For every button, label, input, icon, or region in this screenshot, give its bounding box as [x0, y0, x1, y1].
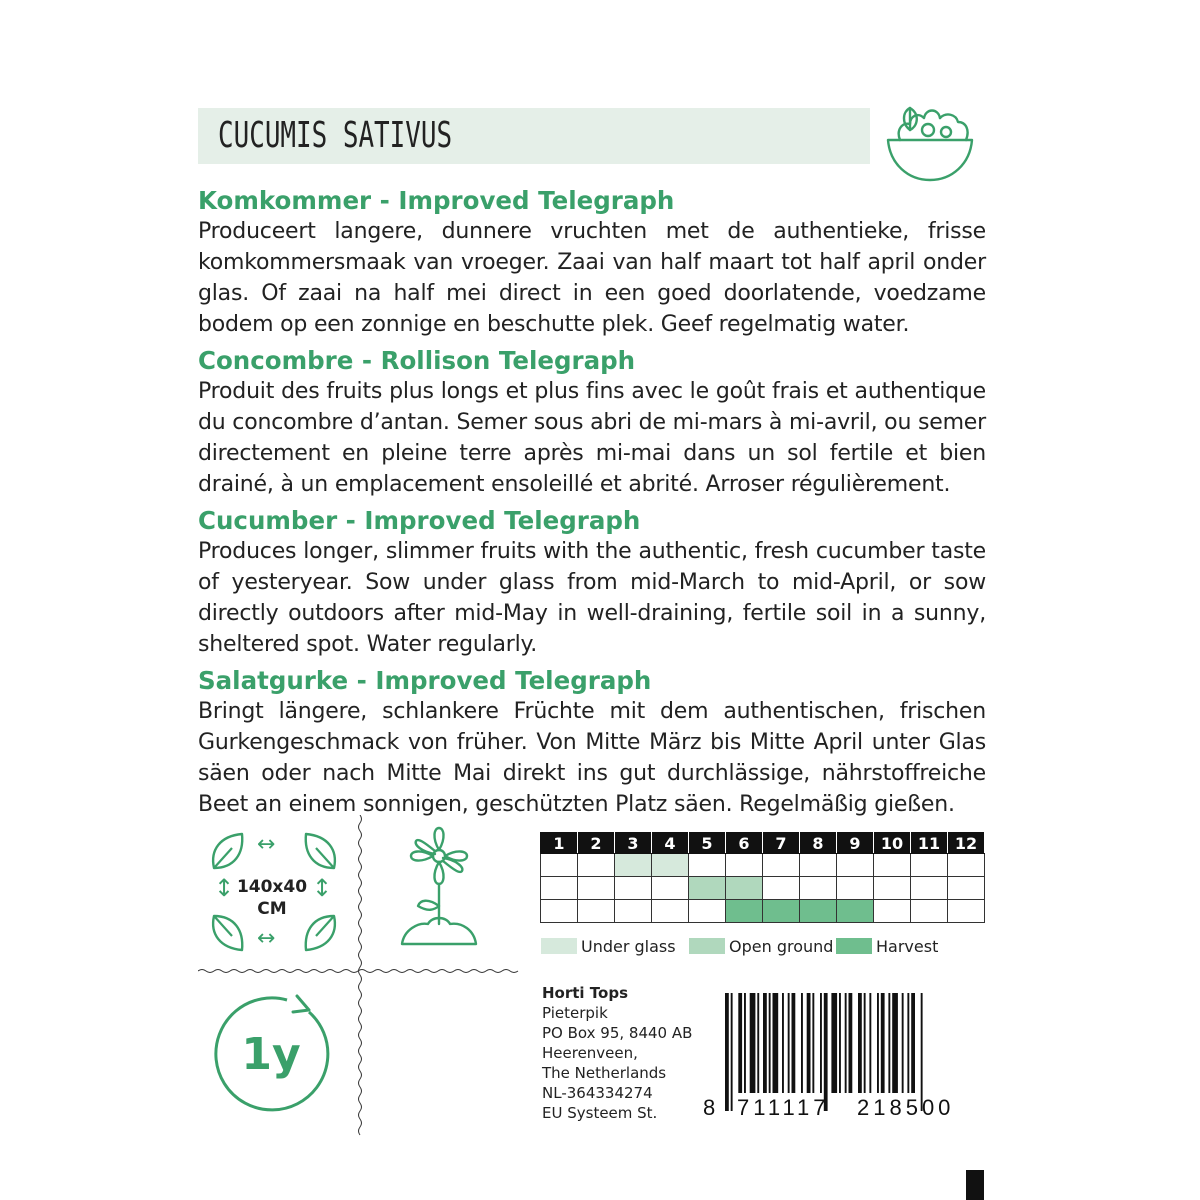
calendar-cell — [911, 854, 948, 877]
barcode-bar — [769, 993, 771, 1093]
barcode-digits-group1: 711117 — [737, 1095, 830, 1118]
horizontal-arrow-icon: ↔ — [257, 926, 276, 951]
calendar-cell — [948, 854, 985, 877]
calendar-cell — [837, 877, 874, 900]
section-english — [198, 506, 986, 660]
barcode-bar — [725, 993, 729, 1111]
month-header: 6 — [726, 833, 763, 854]
calendar-cell — [689, 900, 726, 923]
barcode-bar — [782, 993, 784, 1093]
calendar-cell — [763, 900, 800, 923]
leaf-icon — [300, 830, 340, 874]
section-text: Bringt längere, schlankere Früchte mit dem authentischen, frischen Gurkengeschmack von früher. Von Mitte März bis Mitte April unter Glas säen oder nach Mitte Mai direkt ins gut durchlässige, nährstoffreiche Beet an einem sonnigen, geschützten Platz säen. Regelmäßig gießen. — [198, 699, 986, 817]
calendar-cell — [763, 877, 800, 900]
month-header: 4 — [652, 833, 689, 854]
calendar-cell — [874, 877, 911, 900]
salad-bowl-icon — [880, 100, 980, 186]
barcode-bar — [757, 993, 759, 1093]
legend-label: Open ground — [729, 937, 834, 956]
month-header: 2 — [578, 833, 615, 854]
barcode-bar — [788, 993, 790, 1093]
plant-spacing — [236, 876, 308, 920]
latin-name: CUCUMIS SATIVUS — [218, 115, 453, 156]
registration-mark — [966, 1170, 984, 1200]
horizontal-wavy-divider — [198, 967, 523, 975]
address-line: The Netherlands — [542, 1064, 667, 1082]
barcode-bar — [907, 993, 909, 1093]
barcode-bar — [763, 993, 767, 1093]
section-text: Produit des fruits plus longs et plus fins avec le goût frais et authentique du concombre d’antan. Semer sous abri de mi-mars à mi-avril, ou semer directement en pleine terre après mi-mai dans un sol fertile et bien drainé, à un emplacement ensoleillé et abrité. Arroser régulièrement. — [198, 379, 986, 497]
calendar-cell — [689, 854, 726, 877]
address-line: NL-364334274 — [542, 1084, 653, 1102]
barcode-bar — [888, 993, 890, 1093]
barcode-bar — [801, 993, 803, 1093]
address-line: PO Box 95, 8440 AB — [542, 1024, 693, 1042]
month-header: 8 — [800, 833, 837, 854]
barcode-bar — [750, 993, 756, 1093]
description-sections — [198, 186, 986, 826]
calendar-cell — [726, 877, 763, 900]
calendar-cell — [541, 854, 578, 877]
month-header: 7 — [763, 833, 800, 854]
company-name: Horti Tops — [542, 984, 629, 1002]
calendar-cell — [652, 900, 689, 923]
legend-swatch — [836, 938, 872, 954]
barcode-bar — [849, 993, 853, 1093]
calendar-cell — [800, 877, 837, 900]
calendar-cell — [615, 877, 652, 900]
address-line: Pieterpik — [542, 1004, 608, 1022]
calendar-cell — [948, 877, 985, 900]
barcode-bar — [881, 993, 885, 1093]
calendar-cell — [800, 854, 837, 877]
barcode-bar — [820, 993, 822, 1093]
calendar-cell — [652, 877, 689, 900]
legend-swatch — [689, 938, 725, 954]
calendar-cell — [615, 854, 652, 877]
barcode-digit-left: 8 — [703, 1095, 716, 1118]
vertical-arrow-icon: ↕ — [312, 874, 333, 902]
month-header: 5 — [689, 833, 726, 854]
calendar-cell — [578, 854, 615, 877]
calendar-cell — [837, 854, 874, 877]
sowing-calendar — [540, 832, 985, 923]
barcode-bar — [731, 993, 733, 1111]
horizontal-arrow-icon: ↔ — [257, 832, 276, 857]
calendar-row — [541, 900, 985, 923]
sprouting-plant-icon — [398, 826, 480, 952]
calendar-cell — [800, 900, 837, 923]
legend-label: Under glass — [581, 937, 676, 956]
calendar-cell — [837, 900, 874, 923]
barcode-bar — [911, 993, 915, 1093]
barcode-bar — [864, 993, 866, 1093]
barcode-bar — [807, 993, 811, 1093]
barcode-bar — [902, 993, 904, 1093]
month-header: 1 — [541, 833, 578, 854]
barcode-digits-group2: 218500 — [857, 1095, 955, 1118]
calendar-row — [541, 854, 985, 877]
section-text: Produces longer, slimmer fruits with the authentic, fresh cucumber taste of yesteryear. Sow under glass from mid-March to mid-April, or sow directly outdoors after mid-May in well-draining, fertile soil in a sunny, sheltered spot. Water regularly. — [198, 539, 986, 657]
company-address — [542, 983, 692, 1123]
barcode-bar — [824, 993, 828, 1111]
barcode-bar — [839, 993, 841, 1093]
barcode-bar — [858, 993, 862, 1093]
calendar-cell — [652, 854, 689, 877]
barcode-bar — [921, 993, 923, 1111]
barcode-bar — [744, 993, 746, 1093]
vertical-wavy-divider — [357, 815, 363, 1138]
section-heading: Cucumber - Improved Telegraph — [198, 506, 641, 535]
vertical-arrow-icon: ↕ — [214, 874, 235, 902]
barcode — [703, 993, 981, 1118]
month-header: 12 — [948, 833, 985, 854]
section-heading: Concombre - Rollison Telegraph — [198, 346, 636, 375]
barcode-bar — [831, 993, 837, 1093]
month-header: 10 — [874, 833, 911, 854]
section-french — [198, 346, 986, 500]
barcode-bar — [738, 993, 742, 1093]
calendar-cell — [726, 900, 763, 923]
barcode-bar — [892, 993, 898, 1093]
barcode-bar — [773, 993, 779, 1093]
address-line: EU Systeem St. — [542, 1104, 658, 1122]
calendar-cell — [689, 877, 726, 900]
section-dutch — [198, 186, 986, 340]
legend-swatch — [541, 938, 577, 954]
legend-label: Harvest — [876, 937, 939, 956]
section-german — [198, 666, 986, 820]
plant-spacing-line1: 140x40 — [236, 877, 308, 897]
calendar-cell — [763, 854, 800, 877]
calendar-row — [541, 877, 985, 900]
barcode-bar — [845, 993, 847, 1093]
calendar-cell — [615, 900, 652, 923]
section-heading: Komkommer - Improved Telegraph — [198, 186, 675, 215]
plant-spacing-line2: CM — [257, 899, 287, 919]
calendar-cell — [541, 900, 578, 923]
calendar-cell — [726, 854, 763, 877]
calendar-cell — [541, 877, 578, 900]
calendar-cell — [948, 900, 985, 923]
calendar-cell — [874, 900, 911, 923]
calendar-cell — [874, 854, 911, 877]
leaf-icon — [208, 830, 248, 874]
calendar-cell — [578, 877, 615, 900]
calendar-cell — [911, 877, 948, 900]
section-heading: Salatgurke - Improved Telegraph — [198, 666, 652, 695]
month-header: 3 — [615, 833, 652, 854]
section-text: Produceert langere, dunnere vruchten met de authentieke, frisse komkommersmaak van vroeger. Zaai van half maart tot half april onder glas. Of zaai na half mei direct in een goed doorlatende, voedzame bodem op een zonnige en beschutte plek. Geef regelmatig water. — [198, 219, 986, 337]
barcode-bar — [869, 993, 871, 1093]
barcode-bar — [877, 993, 879, 1093]
month-header: 11 — [911, 833, 948, 854]
address-line: Heerenveen, — [542, 1044, 638, 1062]
barcode-bar — [812, 993, 814, 1093]
calendar-cell — [578, 900, 615, 923]
calendar-cell — [911, 900, 948, 923]
month-header: 9 — [837, 833, 874, 854]
barcode-bar — [792, 993, 796, 1093]
lifecycle-label: 1y — [241, 1029, 301, 1080]
